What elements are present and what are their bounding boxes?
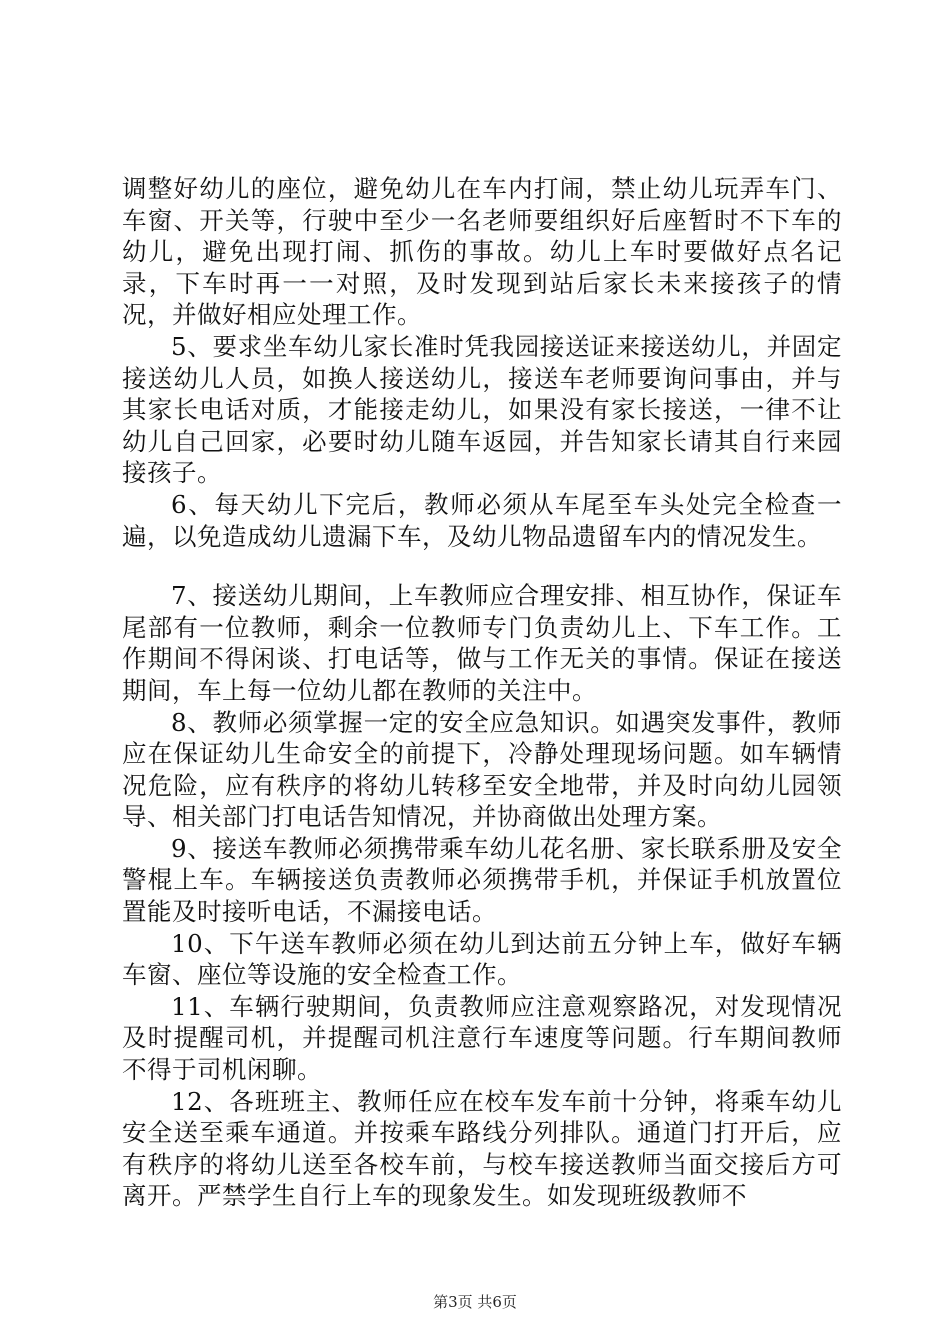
paragraph-item-7: 7、接送幼儿期间，上车教师应合理安排、相互协作，保证车尾部有一位教师，剩余一位教师专门负责幼儿上、下车工作。工作期间不得闲谈、打电话等，做与工作无关的事情。保证在接送期间，车上每一位幼儿都在教师的关注中。 — [122, 581, 842, 705]
paragraph-item-11: 11、车辆行驶期间，负责教师应注意观察路况，对发现情况及时提醒司机，并提醒司机注意行车速度等问题。行车期间教师不得于司机闲聊。 — [122, 991, 842, 1085]
paragraph-item-12: 12、各班班主、教师任应在校车发车前十分钟，将乘车幼儿安全送至乘车通道。并按乘车路线分列排队。通道门打开后，应有秩序的将幼儿送至各校车前，与校车接送教师当面交接后方可离开。严禁学生自行上车的现象发生。如发现班级教师不 — [122, 1086, 842, 1211]
paragraph-item-9: 9、接送车教师必须携带乘车幼儿花名册、家长联系册及安全警棍上车。车辆接送负责教师必须携带手机，并保证手机放置位置能及时接听电话，不漏接电话。 — [122, 833, 842, 927]
paragraph-item-5: 5、要求坐车幼儿家长准时凭我园接送证来接送幼儿，并固定接送幼儿人员，如换人接送幼儿，接送车老师要询问事由，并与其家长电话对质，才能接走幼儿，如果没有家长接送，一律不让幼儿自己回家，必要时幼儿随车返园，并告知家长请其自行来园接孩子。 — [122, 331, 842, 488]
paragraph-item-10: 10、下午送车教师必须在幼儿到达前五分钟上车，做好车辆车窗、座位等设施的安全检查工作。 — [122, 928, 842, 990]
page-number-footer: 第3页 共6页 — [433, 1293, 517, 1311]
paragraph-item-8: 8、教师必须掌握一定的安全应急知识。如遇突发事件，教师应在保证幼儿生命安全的前提下，冷静处理现场问题。如车辆情况危险，应有秩序的将幼儿转移至安全地带，并及时向幼儿园领导、相关部门打电话告知情况，并协商做出处理方案。 — [122, 707, 842, 832]
paragraph-continuation: 调整好幼儿的座位，避免幼儿在车内打闹，禁止幼儿玩弄车门、车窗、开关等，行驶中至少一名老师要组织好后座暂时不下车的幼儿，避免出现打闹、抓伤的事故。幼儿上车时要做好点名记录，下车时再一一对照，及时发现到站后家长未来接孩子的情况，并做好相应处理工作。 — [122, 174, 842, 330]
document-body — [122, 173, 842, 1212]
paragraph-item-6: 6、每天幼儿下完后，教师必须从车尾至车头处完全检查一遍，以免造成幼儿遗漏下车，及幼儿物品遗留车内的情况发生。 — [122, 489, 842, 551]
